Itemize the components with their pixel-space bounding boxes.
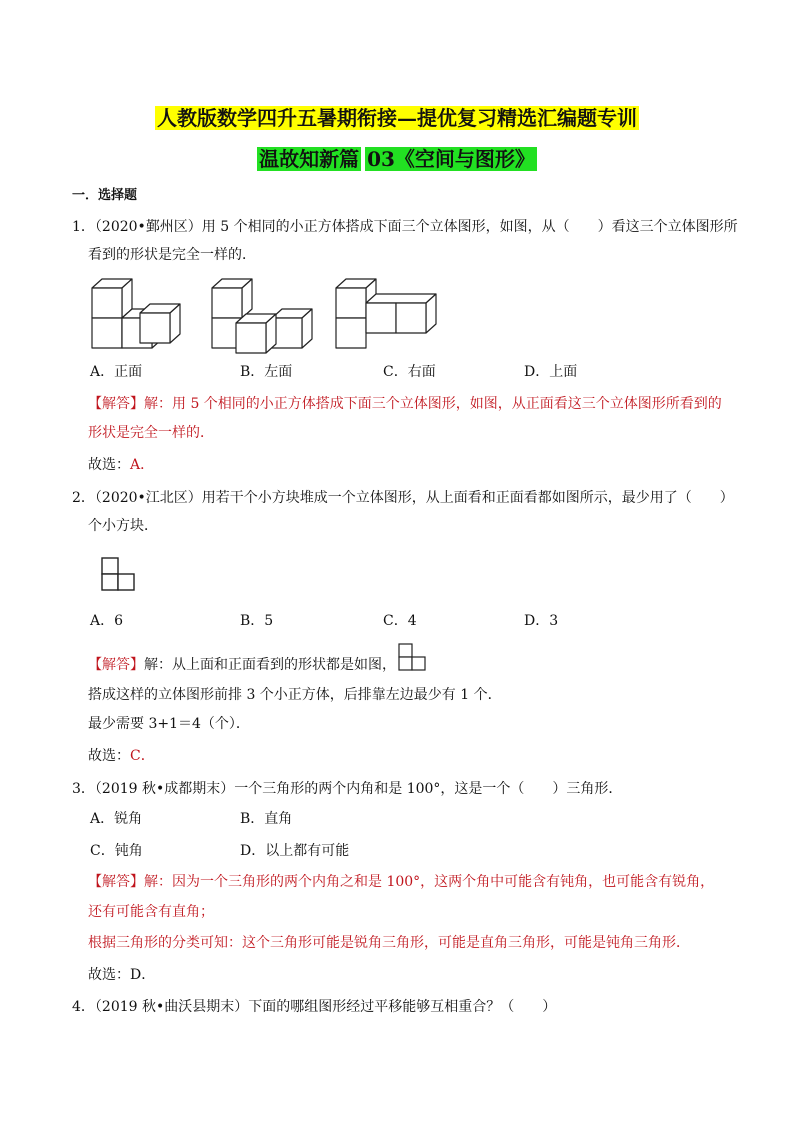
q1-stem-line1: 1．（2020•鄞州区）用 5 个相同的小正方体搭成下面三个立体图形，如图，从（ ）看这三个立体图形所 bbox=[72, 219, 738, 235]
subtitle-part-b: 03《空间与图形》 bbox=[367, 147, 535, 171]
q1-choice: 故选：A． bbox=[88, 457, 155, 473]
q1-answer-line1: 【解答】解：用 5 个相同的小正方体搭成下面三个立体图形，如图，从正面看这三个立体图形所看到的 bbox=[88, 396, 722, 412]
q2-choice: 故选：C． bbox=[88, 748, 155, 764]
subtitle-part-a: 温故知新篇 bbox=[259, 147, 360, 171]
cube-figure-2 bbox=[212, 279, 312, 353]
q3-choice: 故选：D． bbox=[88, 967, 156, 983]
q3-stem-line1: 3．（2019 秋•成都期末）一个三角形的两个内角和是 100°，这是一个（ ）三角形． bbox=[72, 781, 623, 797]
cube-figure-1 bbox=[92, 279, 180, 348]
page-subtitle bbox=[0, 145, 794, 173]
q2-stem-line1: 2．（2020•江北区）用若干个小方块堆成一个立体图形，从上面看和正面看都如图所示，最少用了（ ） bbox=[72, 490, 734, 506]
q3-option-a: A．锐角 bbox=[90, 811, 143, 827]
q3-option-d: D．以上都有可能 bbox=[240, 843, 350, 859]
title-line1: 人教版数学四升五暑期衔接—提优复习精选汇编题专训 bbox=[157, 106, 637, 130]
q2-answer-line3: 最少需要 3+1＝4（个）． bbox=[88, 716, 250, 732]
answer-tag: 【解答】 bbox=[88, 396, 144, 412]
q3-option-c: C．钝角 bbox=[90, 843, 143, 859]
page-title bbox=[0, 104, 794, 132]
q3-option-b: B．直角 bbox=[240, 811, 293, 827]
q2-option-c: C．4 bbox=[383, 613, 417, 629]
answer-tag: 【解答】 bbox=[88, 874, 144, 890]
q2-answer-view-figure bbox=[398, 643, 428, 673]
q1-cube-figures bbox=[88, 276, 458, 356]
q2-stem-line2: 个小方块． bbox=[88, 518, 158, 534]
q3-answer-line2: 还有可能含有直角； bbox=[88, 904, 214, 920]
q1-option-b: B．左面 bbox=[240, 364, 293, 380]
cube-figure-3 bbox=[336, 279, 436, 348]
q1-option-c: C．右面 bbox=[383, 364, 436, 380]
q2-view-figure bbox=[101, 557, 137, 593]
q2-option-b: B．5 bbox=[240, 613, 274, 629]
section-title: 一．选择题 bbox=[72, 188, 138, 203]
q2-answer-line1: 【解答】解：从上面和正面看到的形状都是如图， bbox=[88, 657, 396, 673]
q4-stem-line1: 4．（2019 秋•曲沃县期末）下面的哪组图形经过平移能够互相重合？（ ） bbox=[72, 999, 557, 1015]
q3-answer-line1: 【解答】解：因为一个三角形的两个内角之和是 100°，这两个角中可能含有钝角，也可能含有锐角， bbox=[88, 874, 715, 890]
q1-option-d: D．上面 bbox=[524, 364, 578, 380]
answer-tag: 【解答】 bbox=[88, 657, 144, 673]
q2-option-a: A．6 bbox=[90, 613, 124, 629]
q1-answer-line2: 形状是完全一样的． bbox=[88, 425, 214, 441]
q2-option-d: D．3 bbox=[524, 613, 559, 629]
q1-option-a: A．正面 bbox=[90, 364, 143, 380]
q2-answer-line2: 搭成这样的立体图形前排 3 个小正方体，后排靠左边最少有 1 个． bbox=[88, 687, 502, 703]
q3-answer-line3: 根据三角形的分类可知：这个三角形可能是锐角三角形，可能是直角三角形，可能是钝角三角形． bbox=[88, 935, 690, 951]
q1-stem-line2: 看到的形状是完全一样的． bbox=[88, 247, 256, 263]
